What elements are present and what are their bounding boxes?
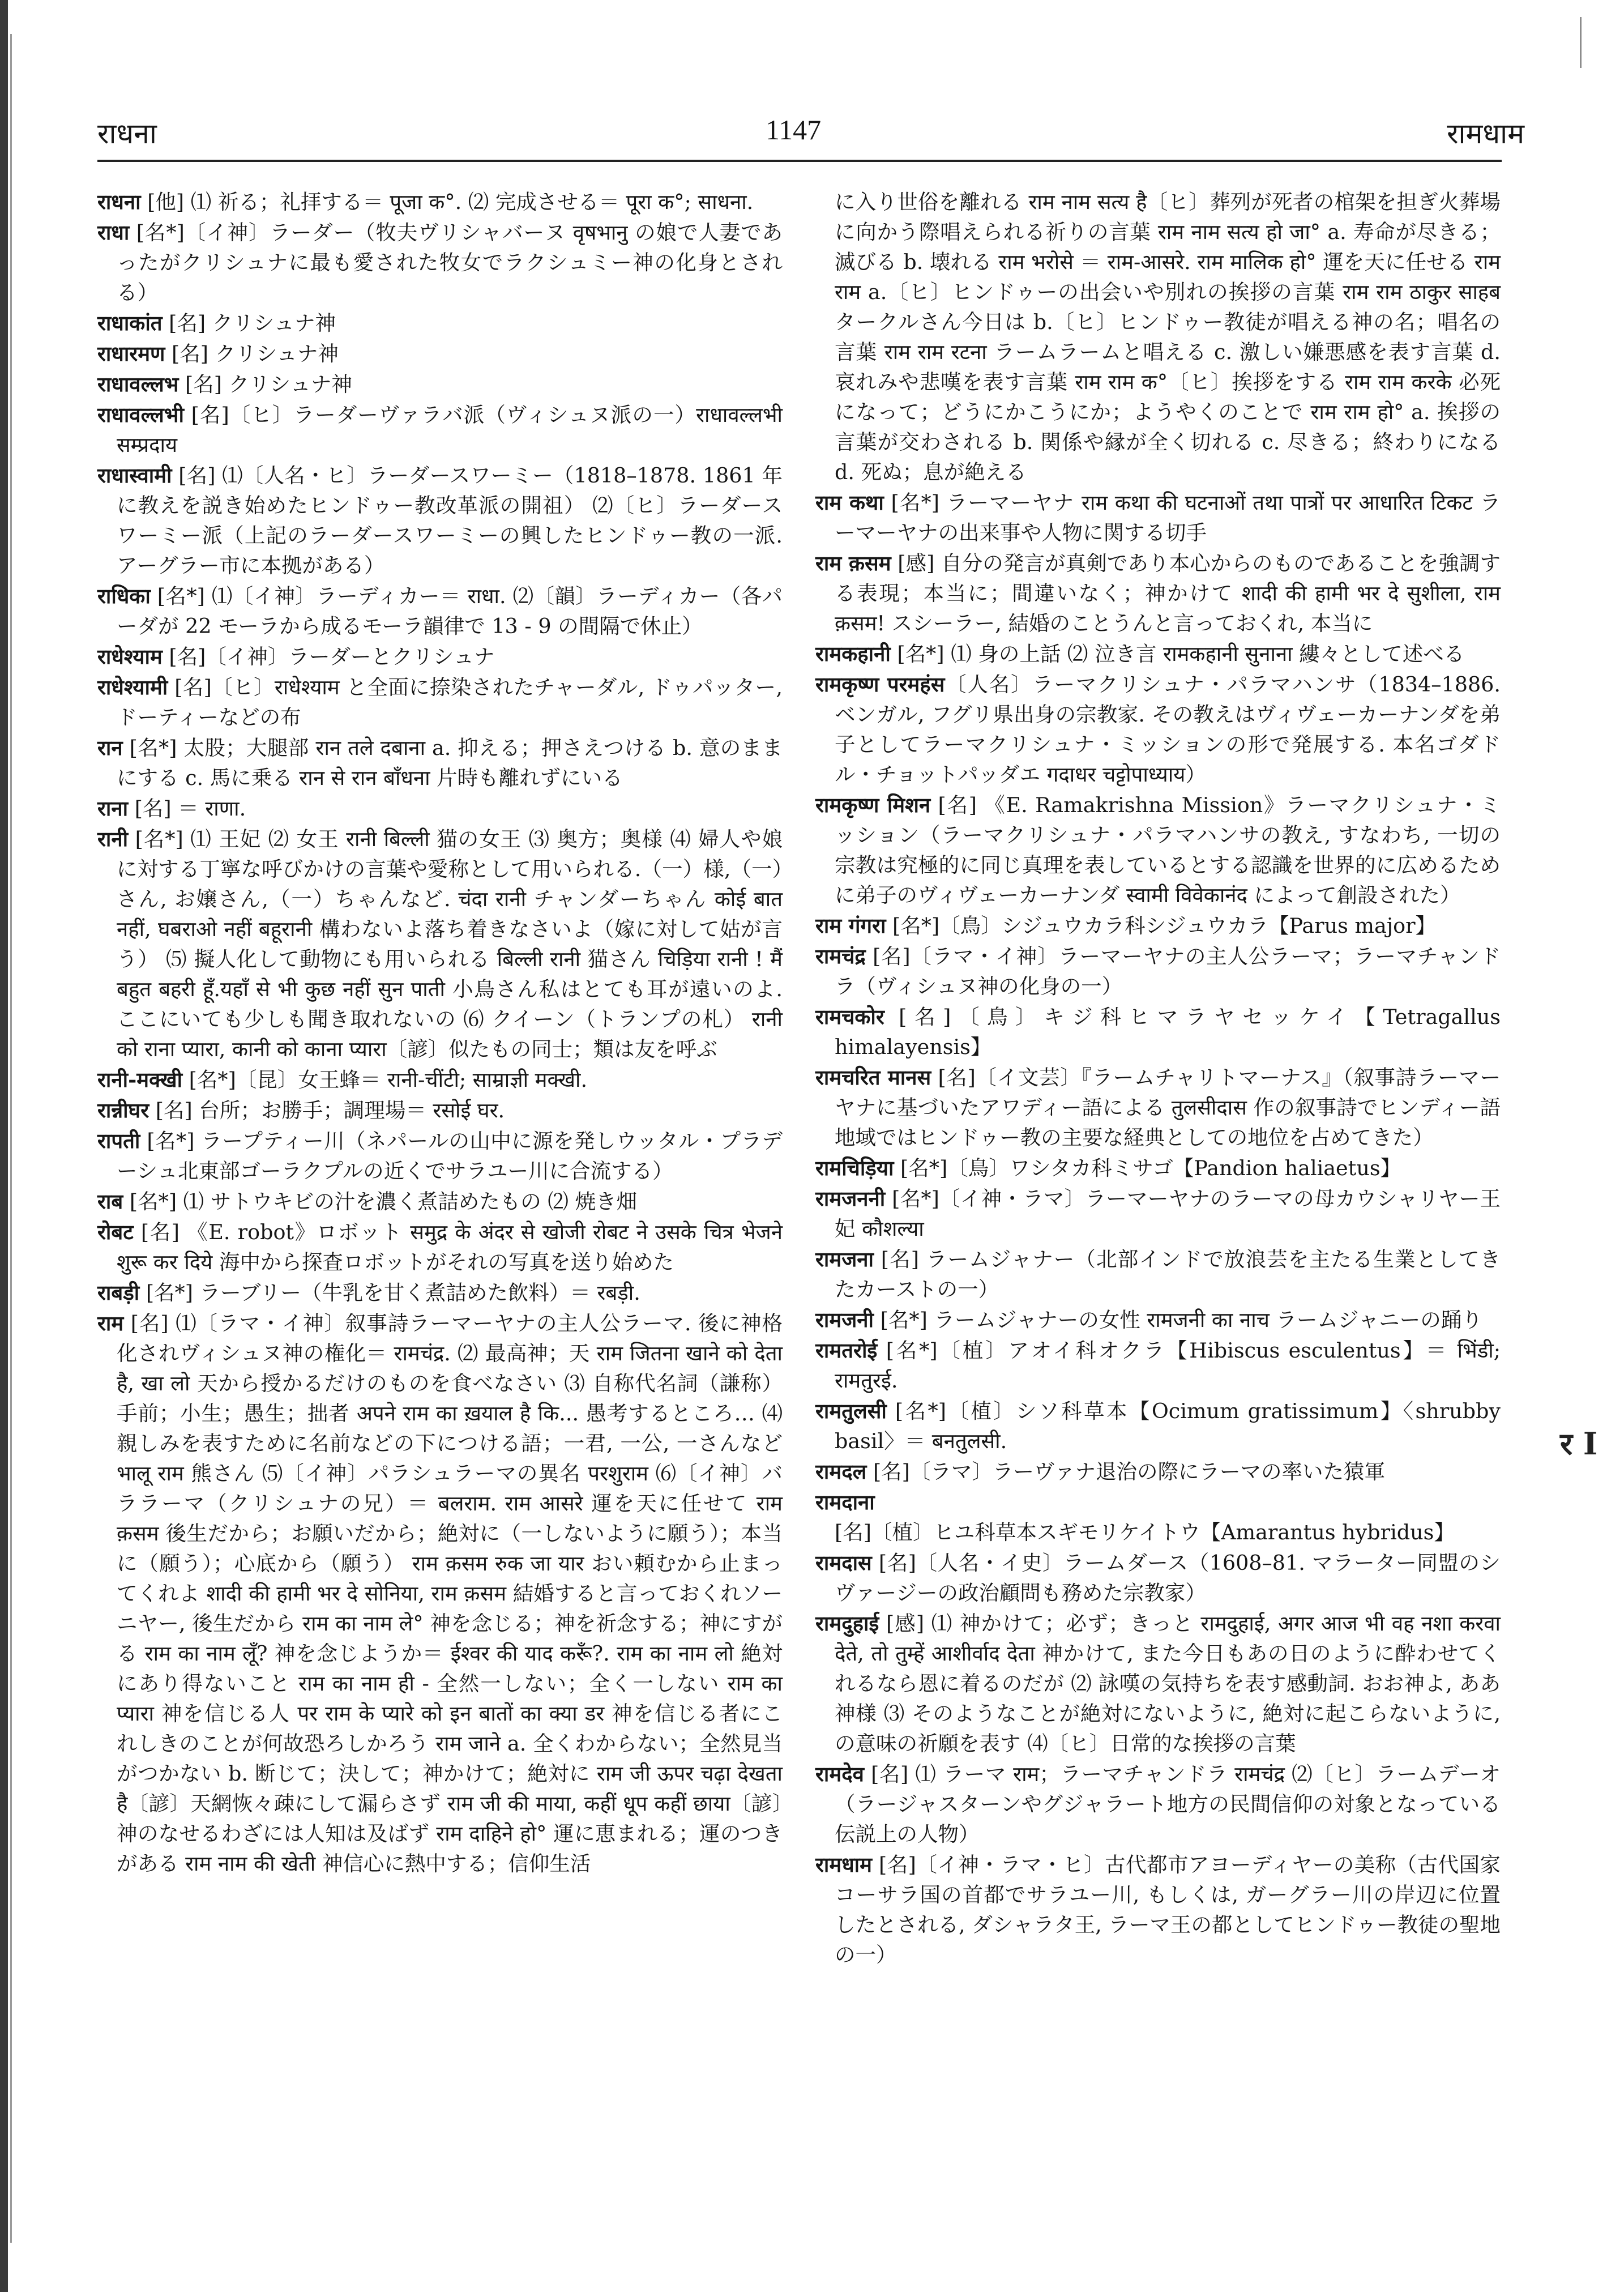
headword: राधेश्यामी (97, 675, 168, 699)
headword: राब (97, 1189, 123, 1214)
headword: राधावल्लभ (97, 372, 179, 396)
dictionary-entry (97, 217, 783, 308)
dictionary-entry (97, 308, 783, 338)
header-rule (97, 160, 1502, 162)
entry-definition: [名] ＝ राणा. (128, 796, 246, 821)
dictionary-entry (97, 187, 783, 217)
entry-definition: [名*]〔鳥〕ワシタカ科ミサゴ【Pandion haliaetus】 (894, 1156, 1401, 1180)
headword: रामकहानी (815, 642, 891, 666)
headword: रामदास (815, 1551, 872, 1575)
running-head-last-word: रामधाम (1447, 117, 1524, 150)
headword: राधावल्लभी (97, 403, 184, 427)
entry-definition: [他] ⑴ 祈る；礼拝する＝ पूजा क°. ⑵ 完成させる＝ पूरा क°; साधना. (140, 190, 754, 214)
dictionary-entry (97, 1278, 783, 1308)
dictionary-entry (815, 1153, 1501, 1183)
entry-definition: [名*] 太股；大腿部 रान तले दबाना a. 抑える；押さえつける b. 意のままにする c. 馬に乗る रान से रान बाँधना 片時も離れずにいる (117, 736, 783, 790)
headword: रामदेव (815, 1762, 864, 1786)
dictionary-entry (815, 911, 1501, 941)
dictionary-entry (815, 1487, 1501, 1547)
headword: राम कथा (815, 490, 884, 515)
headword: रामचकोर (815, 1005, 884, 1029)
dictionary-entry (97, 1217, 783, 1277)
scan-edge-line (10, 34, 12, 2243)
dictionary-entry (97, 1308, 783, 1879)
entry-definition: [名]〔イ神〕ラーダーとクリシュナ (162, 645, 495, 669)
entry-definition: [名] ラームジャナー（北部インドで放浪芸を主たる生業としてきたカーストの一） (835, 1247, 1501, 1301)
dictionary-entry (97, 824, 783, 1064)
entry-definition: [名*]〔植〕シソ科草本【Ocimum gratissimum】〈shrubby basil〉＝ बनतुलसी. (835, 1399, 1501, 1453)
dictionary-entry (97, 1186, 783, 1217)
headword: राम क़सम (815, 551, 891, 575)
dictionary-entry (815, 1002, 1501, 1062)
dictionary-entry (97, 642, 783, 672)
headword: रामदुहाई (815, 1611, 879, 1636)
entry-definition: [名] クリシュナ神 (165, 342, 339, 366)
entry-definition: [名] ⑴ ラーマ राम；ラーマチャンドラ रामचंद्र ⑵〔ヒ〕ラームデーオ（ラージャスターンやグジャラート地方の民間信仰の対象となっている伝説上の人物） (835, 1762, 1501, 1846)
dictionary-entry (97, 581, 783, 641)
dictionary-entry (815, 1396, 1501, 1456)
headword: राधास्वामी (97, 463, 172, 488)
headword: रामतरोई (815, 1338, 878, 1363)
page-number: 1147 (766, 114, 822, 146)
dictionary-entry (97, 369, 783, 399)
headword: राना (97, 796, 129, 821)
entry-definition: [名*] ラープティー川（ネパールの山中に源を発しウッタル・プラデーシュ北東部ゴーラクプルの近くでサラユー川に合流する） (117, 1129, 783, 1183)
scan-edge-left (0, 0, 8, 2292)
entry-definition: [名*]〔イ神〕ラーダー（牧夫ヴリシャバーヌ वृषभानु の娘で人妻であったがクリシュナに最も愛された牧女でラクシュミー神の化身とされる） (117, 220, 783, 305)
dictionary-entry (97, 1095, 783, 1125)
headword: रामकृष्ण परमहंस (815, 672, 945, 697)
entry-definition: [名]〔植〕ヒユ科草本スギモリケイトウ【Amarantus hybridus】 (835, 1520, 1455, 1544)
dictionary-entry (815, 639, 1501, 669)
headword: राम गंगरा (815, 914, 886, 938)
headword: रान्नीघर (97, 1098, 149, 1122)
dictionary-entry (815, 1335, 1501, 1395)
right-column (815, 187, 1501, 1970)
headword: राधना (97, 190, 141, 214)
headword: राधारमण (97, 342, 165, 366)
dictionary-entry (815, 1759, 1501, 1849)
entry-definition: [名]〔ラマ〕ラーヴァナ退治の際にラーマの率いた猿軍 (866, 1459, 1386, 1484)
entry-definition: [名] クリシュナ神 (162, 311, 336, 335)
dictionary-entry (815, 669, 1501, 789)
headword: रामचिड़िया (815, 1156, 894, 1180)
headword: रानी-मक्खी (97, 1068, 183, 1092)
dictionary-entry (815, 1244, 1501, 1304)
scan-mark (1580, 17, 1582, 68)
dictionary-entry (815, 548, 1501, 638)
entry-definition: [名*] ラーマーヤナ राम कथा की घटनाओं तथा पात्रों पर आधारित टिकट ラーマーヤナの出来事や人物に関する切手 (835, 490, 1501, 545)
dictionary-entry (97, 733, 783, 793)
headword: राम (97, 1311, 124, 1335)
entry-definition: [名] 《E. robot》ロボット समुद्र के अंदर से खोजी रोबट ने उसके चित्र भेजने शुरू कर दिये 海中から探査ロボットがそれの写真を送り始めた (117, 1220, 783, 1274)
headword: रामजना (815, 1247, 874, 1271)
headword: राबड़ी (97, 1281, 140, 1305)
left-column (97, 187, 783, 1879)
headword: रामदाना (815, 1490, 875, 1514)
entry-definition: [名*] ラーブリー（牛乳を甘く煮詰めた飲料）＝ रबड़ी. (139, 1281, 640, 1305)
dictionary-entry (815, 1184, 1501, 1244)
entry-definition: [名]〔ラマ・イ神〕ラーマーヤナの主人公ラーマ；ラーマチャンドラ（ヴィシュヌ神の化身の一） (835, 944, 1501, 998)
entry-definition: [名*]〔植〕アオイ科オクラ【Hibiscus esculentus】＝ भिंडी; रामतुरई. (835, 1338, 1501, 1393)
dictionary-entry (815, 1608, 1501, 1759)
thumb-index-mark: र I (1560, 1425, 1598, 1462)
entry-definition: に入り世俗を離れる राम नाम सत्य है〔ヒ〕葬列が死者の棺架を担ぎ火葬場に向かう際唱えられる祈りの言葉 राम नाम सत्य हो जा° a. 寿命が尽きる；滅びる b. 壊れる राम भरोसे ＝ राम-आसरे. राम मालिक हो° 運を天に任せる राम राम a.〔ヒ〕ヒンドゥーの出会いや別れの挨拶の言葉 राम राम ठाकुर साहब タークルさん今日は b.〔ヒ〕ヒンドゥー教徒が唱える神の名；唱名の言葉 राम राम रटना ラームラームと唱える c. 激しい嫌悪感を表す言葉 d. 哀れみや悲嘆を表す言葉 राम राम क°〔ヒ〕挨拶をする राम राम करके 必死になって；どうにかこうにか；ようやくのことで राम राम हो° a. 挨拶の言葉が交わされる b. 関係や縁が全く切れる c. 尽きる；終わりになる d. 死ぬ；息が絶える (835, 190, 1501, 484)
dictionary-entry (815, 1062, 1501, 1153)
dictionary-entry (97, 460, 783, 581)
headword: रामधाम (815, 1853, 872, 1877)
entry-definition: [名*]〔鳥〕シジュウカラ科シジュウカラ【Parus major】 (886, 914, 1437, 938)
entry-definition: 〔人名〕ラーマクリシュナ・パラマハンサ（1834–1886. ベンガル, フグリ県出身の宗教家. その教えはヴィヴェーカーナンダを弟子としてラーマクリシュナ・ミッションの形で発展する. 本名ゴダドル・チョットパッダエ गदाधर चट्टोपाध्याय） (835, 672, 1501, 787)
headword: रोबट (97, 1220, 134, 1244)
dictionary-entry (815, 941, 1501, 1001)
headword: रामदल (815, 1459, 867, 1484)
headword: रामजनी (815, 1308, 874, 1332)
entry-definition: [名] ⑴〔ラマ・イ神〕叙事詩ラーマーヤナの主人公ラーマ. 後に神格化されヴィシュヌ神の権化＝ रामचंद्र. ⑵ 最高神；天 राम जितना खाने को देता है, खा लो 天から授かるだけのものを食べなさい ⑶ 自称代名詞（謙称）手前；小生；愚生；拙者 अपने राम का ख़याल है कि... 愚考するところ… ⑷ 親しみを表すために名前などの下につける語；一君, 一公, 一さんなど भालू राम 熊さん ⑸〔イ神〕パラシュラーマの異名 परशुराम ⑹〔イ神〕バララーマ（クリシュナの兄）＝ बलराम. राम आसरे 運を天に任せて राम क़सम 後生だから；お願いだから；絶対に（一しないように願う）；本当に（願う）；心底から（願う） राम क़सम रुक जा यार おい頼むから止まってくれよ शादी की हामी भर दे सोनिया, राम क़सम 結婚すると言っておくれソーニヤー, 後生だから राम का नाम ले° 神を念じる；神を祈念する；神にすがる राम का नाम लूँ? 神を念じようか＝ ईश्वर की याद करूँ?. राम का नाम लो 絶対にあり得ないこと राम का नाम ही - 全然一しない；全く一しない राम का प्यारा 神を信じる人 पर राम के प्यारे को इन बातों का क्या डर 神を信じる者にこれしきのことが何故恐ろしかろう राम जाने a. 全くわからない；全然見当がつかない b. 断じて；決して；神かけて；絶対に राम जी ऊपर चढ़ा देखता है〔諺〕天網恢々疎にして漏らさず राम जी की माया, कहीं धूप कहीं छाया〔諺〕神のなせるわざには人知は及ばず राम दाहिने हो° 運に恵まれる；運のつきがある राम नाम की खेती 神信心に熱中する；信仰生活 (117, 1311, 783, 1876)
dictionary-entry (815, 1457, 1501, 1487)
headword: रामजननी (815, 1186, 886, 1211)
dictionary-entry (97, 339, 783, 369)
entry-definition: [名*] ⑴ サトウキビの汁を濃く煮詰めたもの ⑵ 焼き畑 (123, 1189, 637, 1214)
entry-definition: [感] 自分の発言が真剣であり本心からのものであることを強調する表現；本当に；間違いなく；神かけて शादी की हामी भर दे सुशीला, राम क़सम! スシーラー, 結婚のことうんと言っておくれ, 本当に (835, 551, 1501, 635)
headword: रामकृष्ण मिशन (815, 793, 931, 817)
page-header (97, 113, 1524, 153)
headword: रानी (97, 827, 129, 851)
entry-definition: [名] クリシュナ神 (178, 372, 352, 396)
entry-definition: [名]〔ヒ〕राधेश्याम と全面に捺染されたチャーダル, ドゥパッター, ドーティーなどの布 (117, 675, 783, 729)
headword: राधिका (97, 584, 151, 608)
entry-definition: [名]〔ヒ〕ラーダーヴァラバ派（ヴィシュヌ派の一）राधावल्लभी सम्प्रदाय (117, 403, 783, 457)
entry-definition: [名]〔イ神・ラマ・ヒ〕古代都市アヨーディヤーの美称（古代国家コーサラ国の首都でサラユー川, もしくは, ガーグラー川の岸辺に位置したとされる, ダシャラタ王, ラーマ王の都としてヒンドゥー教徒の聖地の一） (835, 1853, 1501, 1967)
entry-definition: [名*]〔イ神・ラマ〕ラーマーヤナのラーマの母カウシャリヤー王妃 कौशल्या (835, 1186, 1501, 1241)
entry-definition: [名*]〔昆〕女王蜂＝ रानी-चींटी; साम्राज्ञी मक्खी. (182, 1068, 588, 1092)
dictionary-entry (97, 1065, 783, 1095)
dictionary-entry (815, 1305, 1501, 1335)
dictionary-entry (97, 1126, 783, 1186)
entry-definition: [名] ⑴〔人名・ヒ〕ラーダースワーミー（1818–1878. 1861 年に教えを説き始めたヒンドゥー教改革派の開祖） ⑵〔ヒ〕ラーダースワーミー派（上記のラーダースワーミーの興したヒンドゥー教の一派. アーグラー市に本拠がある） (117, 463, 783, 578)
entry-definition: [名] 台所；お勝手；調理場＝ रसोई घर. (149, 1098, 505, 1122)
dictionary-entry (815, 187, 1501, 487)
headword: रान (97, 736, 123, 760)
headword: रामतुलसी (815, 1399, 887, 1423)
headword: रामचरित मानस (815, 1065, 931, 1090)
entry-definition: [名]〔鳥〕キジ科ヒマラヤセッケイ【Tetragallus himalayensis】 (835, 1005, 1501, 1059)
entry-definition: [名] 《E. Ramakrishna Mission》ラーマクリシュナ・ミッション（ラーマクリシュナ・パラマハンサの教え, すなわち, 一切の宗教は究極的に同じ真理を表しているとする認識を世界的に広めるために弟子のヴィヴェーカーナンダ स्वामी विवेकानंद によって創設された） (835, 793, 1501, 907)
entry-definition: [名]〔イ文芸〕『ラームチャリトマーナス』（叙事詩ラーマーヤナに基づいたアワディー語による तुलसीदास 作の叙事詩でヒンディー語地域ではヒンドゥー教の主要な経典としての地位を占めてきた） (835, 1065, 1501, 1150)
dictionary-entry (815, 1850, 1501, 1970)
dictionary-entry (97, 400, 783, 460)
headword: रामचंद्र (815, 944, 866, 968)
entry-definition: [感] ⑴ 神かけて；必ず；きっと रामदुहाई, अगर आज भी वह नशा करवा देते, तो तुम्हें आशीर्वाद देता 神かけて, また今日もあの日のように酔わせてくれるなら恩に着るのだが ⑵ 詠嘆の気持ちを表す感動詞. おお神よ, ああ神様 ⑶ そのようなことが絶対にないように, 絶対に起こらないように, の意味の祈願を表す ⑷〔ヒ〕日常的な挨拶の言葉 (835, 1611, 1501, 1756)
entry-definition: [名]〔人名・イ史〕ラームダース（1608–81. マラーター同盟のシヴァージーの政治顧問も務めた宗教家） (835, 1551, 1501, 1605)
entry-definition: [名*] ⑴〔イ神〕ラーディカー＝ राधा. ⑵〔韻〕ラーディカー（各パーダが 22 モーラから成るモーラ韻律で 13 - 9 の間隔で休止） (117, 584, 783, 638)
headword: राधा (97, 220, 130, 245)
headword: राधाकांत (97, 311, 163, 335)
dictionary-entry (815, 790, 1501, 910)
entry-definition: [名*] ラームジャナーの女性 रामजनी का नाच ラームジャニーの踊り (874, 1308, 1482, 1332)
running-head-first-word: राधना (97, 117, 157, 150)
headword: राधेश्याम (97, 645, 163, 669)
entry-definition: [名*] ⑴ 身の上話 ⑵ 泣き言 रामकहानी सुनाना 縷々として述べる (890, 642, 1465, 666)
dictionary-entry (97, 672, 783, 732)
dictionary-entry (815, 488, 1501, 548)
dictionary-entry (97, 793, 783, 823)
entry-definition: [名*] ⑴ 王妃 ⑵ 女王 रानी बिल्ली 猫の女王 ⑶ 奥方；奥様 ⑷ 婦人や娘に対する丁寧な呼びかけの言葉や愛称として用いられる.（一）様,（一）さん, お嬢さん,（一）ちゃんなど. चंदा रानी チャンダーちゃん कोई बात नहीं, घबराओ नहीं बहूरानी 構わないよ落ち着きなさいよ（嫁に対して姑が言う） ⑸ 擬人化して動物にも用いられる बिल्ली रानी 猫さん चिड़िया रानी ! मैं बहुत बहरी हूँ.यहाँ से भी कुछ नहीं सुन पाती 小鳥さん私はとても耳が遠いのよ. ここにいても少しも聞き取れないの ⑹ クイーン（トランプの札） रानी को राना प्यारा, कानी को काना प्यारा〔諺〕似たもの同士；類は友を呼ぶ (117, 827, 783, 1061)
headword: रापती (97, 1129, 140, 1153)
dictionary-entry (815, 1548, 1501, 1608)
